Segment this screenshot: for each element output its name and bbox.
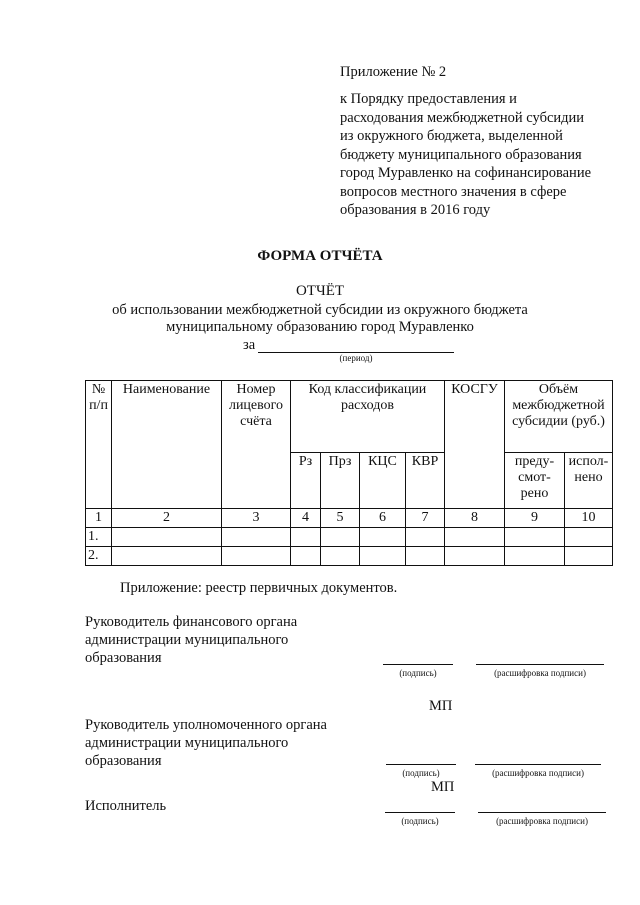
table-cell[interactable] [112,547,222,566]
report-title: ОТЧЁТ [295,283,345,299]
header-kosgu: КОСГУ [445,381,505,509]
column-number: 7 [406,509,445,528]
table-cell[interactable] [291,528,321,547]
table-cell[interactable] [321,528,360,547]
signature-caption: (подпись) [401,816,439,826]
row-number: 2. [86,547,112,566]
column-number: 1 [86,509,112,528]
table-cell[interactable] [360,547,406,566]
column-number-row [86,509,613,528]
annex-line: бюджету муниципального образования [340,146,582,163]
annex-line: образования в 2016 году [340,202,491,218]
signature-decode-caption: (расшифровка подписи) [494,668,586,678]
report-subtitle-line: об использовании межбюджетной субсидии из окружного бюджета [112,302,528,318]
table-cell[interactable] [112,528,222,547]
report-table [85,380,613,566]
row-number: 1. [86,528,112,547]
table-cell[interactable] [222,547,291,566]
annex-title: Приложение № 2 [340,64,447,80]
signatory-authorized-head [85,716,327,770]
header-account: Номер лицевого счёта [222,381,291,509]
table-cell[interactable] [505,547,565,566]
column-number: 5 [321,509,360,528]
column-number: 3 [222,509,291,528]
header-volume: Объём межбюджетной субсидии (руб.) [505,381,613,453]
header-executed: испол-нено [565,453,613,509]
header-rz: Рз [291,453,321,509]
signatory-line: образования [85,650,162,666]
header-kvr: КВР [406,453,445,509]
signature-caption: (подпись) [402,768,440,778]
column-number: 9 [505,509,565,528]
annex-line: вопросов местного значения в сфере [340,183,567,200]
signature-line[interactable] [386,764,456,765]
annex-line: из окружного бюджета, выделенной [340,128,563,144]
signatory-line: Исполнитель [85,798,167,814]
period-prefix: за [243,337,256,353]
header-prz: Прз [321,453,360,509]
table-cell[interactable] [222,528,291,547]
table-row [86,528,613,547]
table-cell[interactable] [565,528,613,547]
signature-line[interactable] [385,812,455,813]
period-caption: (период) [339,353,373,363]
signature-decode-line[interactable] [475,764,601,765]
table-cell[interactable] [291,547,321,566]
signatory-finance-head [85,613,297,667]
signatory-line: администрации муниципального [85,632,289,648]
signature-decode-line[interactable] [478,812,606,813]
signatory-line: администрации муниципального [85,735,289,751]
report-subtitle-line: муниципальному образованию город Муравленко [166,319,474,335]
table-cell[interactable] [565,547,613,566]
table-cell[interactable] [406,528,445,547]
table-cell[interactable] [505,528,565,547]
annex-body [340,90,620,220]
report-subtitle [0,302,640,336]
form-title: ФОРМА ОТЧЁТА [257,248,383,264]
table-cell[interactable] [321,547,360,566]
signatory-line: образования [85,753,162,769]
signature-caption: (подпись) [399,668,437,678]
signatory-line: Руководитель уполномоченного органа [85,717,327,733]
column-number: 4 [291,509,321,528]
signature-line[interactable] [383,664,453,665]
stamp-place-label: МП [429,698,453,714]
annex-line: к Порядку предоставления и [340,91,517,107]
signature-decode-caption: (расшифровка подписи) [492,768,584,778]
stamp-place-label: МП [431,779,455,795]
signatory-executor [85,797,166,815]
appendix-note: Приложение: реестр первичных документов. [120,580,398,596]
table-cell[interactable] [445,528,505,547]
signature-decode-line[interactable] [476,664,604,665]
table-cell[interactable] [406,547,445,566]
column-number: 10 [565,509,613,528]
header-classification-code: Код классификации расходов [291,381,445,453]
header-name: Наименование [112,381,222,509]
signatory-line: Руководитель финансового органа [85,614,298,630]
column-number: 8 [445,509,505,528]
annex-line: город Муравленко на софинансирование [340,165,592,181]
column-number: 2 [112,509,222,528]
table-cell[interactable] [445,547,505,566]
annex-line: расходования межбюджетной субсидии [340,109,585,126]
column-number: 6 [360,509,406,528]
signature-decode-caption: (расшифровка подписи) [496,816,588,826]
header-kcs: КЦС [360,453,406,509]
header-planned: преду-смот-рено [505,453,565,509]
table-row [86,547,613,566]
table-cell[interactable] [360,528,406,547]
header-num: № п/п [86,381,112,509]
